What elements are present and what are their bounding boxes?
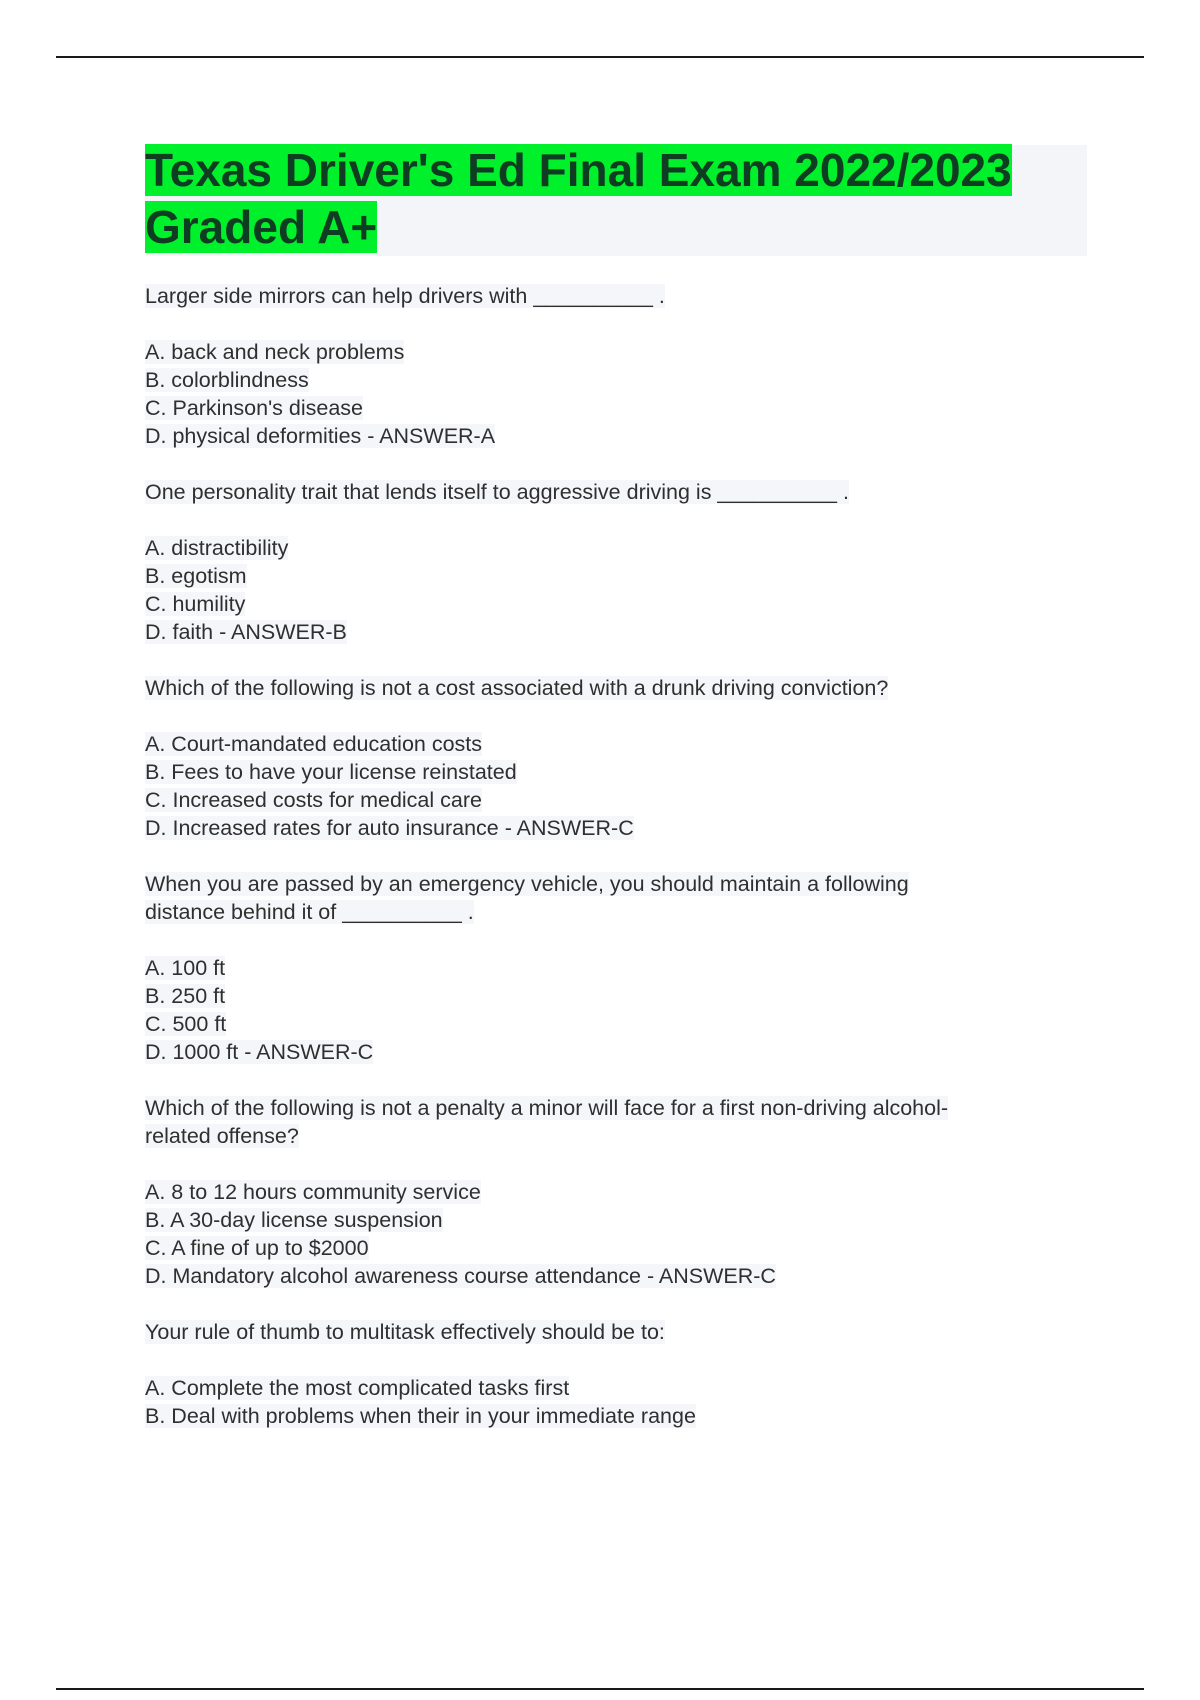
option-d: D. physical deformities - ANSWER-A — [145, 424, 496, 448]
question-1-options — [145, 338, 1065, 450]
question-text-continued: related offense? — [145, 1124, 299, 1148]
option-a: A. back and neck problems — [145, 340, 405, 364]
option-b: B. A 30-day license suspension — [145, 1208, 443, 1232]
option-b: B. Deal with problems when their in your immediate range — [145, 1404, 696, 1428]
option-a: A. 100 ft — [145, 956, 226, 980]
title-line-1: Texas Driver's Ed Final Exam 2022/2023 — [145, 144, 1012, 196]
option-a: A. Court-mandated education costs — [145, 732, 483, 756]
question-text-continued: distance behind it of __________ . — [145, 900, 474, 924]
top-divider — [56, 56, 1144, 58]
question-6-options — [145, 1374, 1065, 1430]
option-a: A. distractibility — [145, 536, 289, 560]
question-text: Larger side mirrors can help drivers with __________ . — [145, 284, 665, 308]
option-c: C. Increased costs for medical care — [145, 788, 482, 812]
question-text: One personality trait that lends itself to aggressive driving is __________ . — [145, 480, 849, 504]
document-title — [145, 142, 1065, 256]
question-2 — [145, 478, 1065, 506]
question-3 — [145, 674, 1065, 702]
option-b: B. Fees to have your license reinstated — [145, 760, 517, 784]
option-d: D. 1000 ft - ANSWER-C — [145, 1040, 374, 1064]
option-b: B. egotism — [145, 564, 247, 588]
option-d: D. Increased rates for auto insurance - ANSWER-C — [145, 816, 634, 840]
option-c: C. Parkinson's disease — [145, 396, 364, 420]
exam-content — [145, 282, 1065, 1458]
question-text: When you are passed by an emergency vehicle, you should maintain a following — [145, 872, 909, 896]
question-5-options — [145, 1178, 1065, 1290]
option-c: C. humility — [145, 592, 246, 616]
option-a: A. 8 to 12 hours community service — [145, 1180, 481, 1204]
option-c: C. A fine of up to $2000 — [145, 1236, 369, 1260]
option-a: A. Complete the most complicated tasks first — [145, 1376, 570, 1400]
question-text: Which of the following is not a cost associated with a drunk driving conviction? — [145, 676, 889, 700]
question-text: Your rule of thumb to multitask effectively should be to: — [145, 1320, 665, 1344]
question-4-options — [145, 954, 1065, 1066]
option-b: B. colorblindness — [145, 368, 309, 392]
question-6 — [145, 1318, 1065, 1346]
question-text: Which of the following is not a penalty a minor will face for a first non-driving alcohol- — [145, 1096, 949, 1120]
option-d: D. faith - ANSWER-B — [145, 620, 347, 644]
option-c: C. 500 ft — [145, 1012, 227, 1036]
option-d: D. Mandatory alcohol awareness course attendance - ANSWER-C — [145, 1264, 776, 1288]
question-2-options — [145, 534, 1065, 646]
question-1 — [145, 282, 1065, 310]
question-5 — [145, 1094, 1065, 1150]
question-4 — [145, 870, 1065, 926]
bottom-divider — [56, 1688, 1144, 1690]
question-3-options — [145, 730, 1065, 842]
option-b: B. 250 ft — [145, 984, 226, 1008]
title-line-2: Graded A+ — [145, 201, 378, 253]
